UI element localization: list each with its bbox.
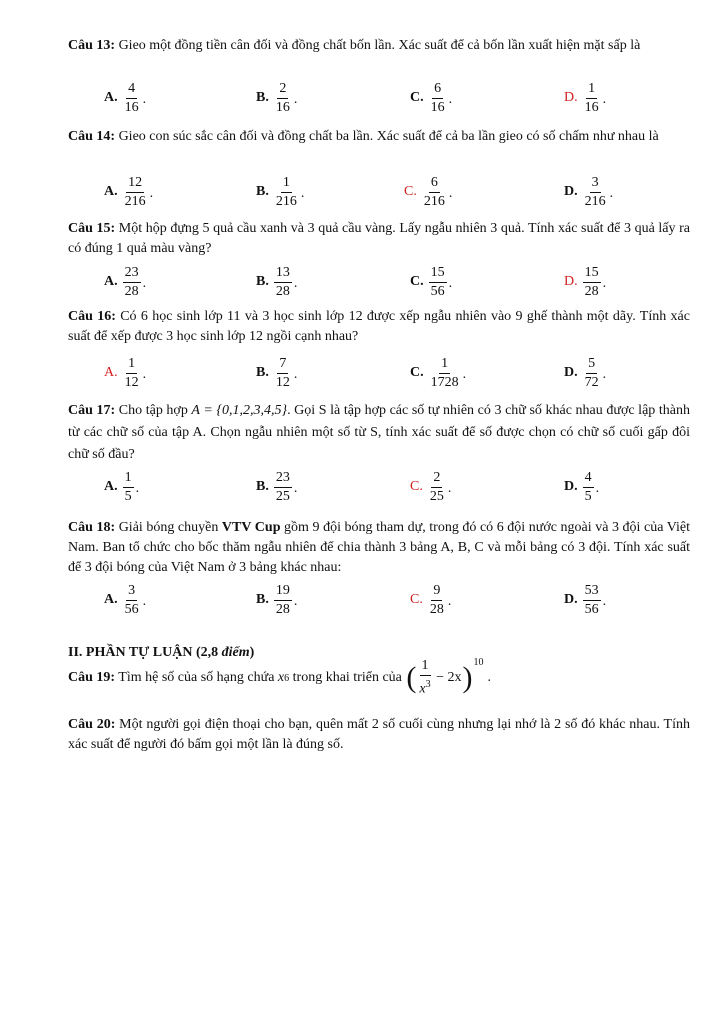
question-15 — [68, 219, 690, 259]
option-d: D. $\frac{1}{16}$ . — [564, 80, 607, 115]
question-text: Cho tập hợp — [115, 403, 192, 418]
option-a: A. $\frac{23}{28}$ . — [104, 264, 147, 299]
question-label: Câu 13: — [68, 38, 116, 53]
question-16 — [68, 307, 690, 347]
question-16-options — [104, 353, 664, 393]
question-label: Câu 19: — [68, 670, 116, 685]
set-expression: A = {0,1,2,3,4,5} — [191, 403, 288, 418]
option-a: A. $\frac{3}{56}$ . — [104, 582, 147, 617]
question-text: Tìm hệ số của số hạng chứa — [115, 670, 278, 685]
question-15-options — [104, 262, 664, 302]
question-17 — [68, 400, 690, 466]
option-b: B. $\frac{13}{28}$ . — [256, 264, 298, 299]
question-19: Câu 19: Tìm hệ số của số hạng chứa x 6 trong khai triển của ( $\frac{1}{x^3}$ − 2x ) $^{10}$ . — [68, 656, 492, 697]
option-a: A. $\frac{4}{16}$ . — [104, 80, 147, 115]
question-18 — [68, 518, 690, 578]
option-a: A. $\frac{1}{12}$ . — [104, 355, 147, 390]
question-label: Câu 20: — [68, 717, 116, 732]
option-c: C. $\frac{6}{216}$ . — [404, 174, 453, 209]
question-13-options — [104, 78, 664, 118]
question-text: Một người gọi điện thoại cho bạn, quên mất 2 số cuối cùng nhưng lại nhớ là 2 số đó khác nhau. Tính xác suất để người đó bấm gọi một lần là đúng số. — [68, 717, 690, 752]
option-d: D. $\frac{4}{5}$ . — [564, 469, 600, 504]
section-title: II. PHẦN TỰ LUẬN (2,8 điểm) — [68, 645, 255, 660]
option-b: B. $\frac{1}{216}$ . — [256, 174, 305, 209]
option-b: B. $\frac{19}{28}$ . — [256, 582, 298, 617]
question-label: Câu 14: — [68, 129, 116, 144]
question-17-options — [104, 467, 664, 507]
option-d: D. $\frac{53}{56}$ . — [564, 582, 607, 617]
question-13 — [68, 36, 690, 56]
option-d: D. $\frac{3}{216}$ . — [564, 174, 614, 209]
option-d: D. $\frac{5}{72}$ . — [564, 355, 607, 390]
tournament-name: VTV Cup — [221, 520, 281, 535]
question-text: Giải bóng chuyền — [115, 520, 222, 535]
question-text: Gieo một đồng tiền cân đối và đồng chất bốn lần. Xác suất để cả bốn lần xuất hiện mặt sấp là — [115, 38, 641, 53]
option-c: C. $\frac{15}{56}$ . — [410, 264, 453, 299]
question-14 — [68, 127, 690, 147]
option-d: D. $\frac{15}{28}$ . — [564, 264, 607, 299]
option-c: C. $\frac{6}{16}$ . — [410, 80, 453, 115]
question-text-cont: gồm 9 đội bóng tham dự, trong đó có 6 đội nước ngoài và 3 đội của Việt Nam. Ban tổ chức cho bốc thăm ngẫu nhiên để chia thành 3 bảng A, B, C và mỗi bảng có 3 đội. Tính xác suất để 3 đội bóng của Việt Nam ở 3 bảng khác nhau: — [68, 520, 690, 575]
option-a: A. $\frac{1}{5}$ . — [104, 469, 140, 504]
option-a: A. $\frac{12}{216}$ . — [104, 174, 154, 209]
question-text-cont: . Gọi S là tập hợp các số tự nhiên có 3 chữ số khác nhau được lập thành từ các chữ số của tập A. Chọn ngẫu nhiên một số từ S, tính xác suất để số được chọn có chữ số cuối gấp đôi chữ số đầu? — [68, 403, 690, 462]
question-label: Câu 16: — [68, 309, 116, 324]
question-label: Câu 17: — [68, 403, 116, 418]
option-b: B. $\frac{2}{16}$ . — [256, 80, 298, 115]
question-18-options — [104, 580, 664, 620]
question-text: Gieo con súc sắc cân đối và đồng chất ba lần. Xác suất để cả ba lần gieo có số chấm như nhau là — [115, 129, 659, 144]
question-text: Có 6 học sinh lớp 11 và 3 học sinh lớp 12 được xếp ngẫu nhiên vào 9 ghế thành một dãy. Tính xác suất để xếp được 3 học sinh lớp 12 ngồi cạnh nhau? — [68, 309, 690, 344]
option-c: C. $\frac{2}{25}$ . — [410, 469, 452, 504]
question-14-options — [104, 172, 664, 212]
option-c: C. $\frac{9}{28}$ . — [410, 582, 452, 617]
question-label: Câu 18: — [68, 520, 116, 535]
question-20 — [68, 715, 690, 755]
option-c: C. $\frac{1}{1728}$ . — [410, 355, 467, 390]
option-b: B. $\frac{23}{25}$ . — [256, 469, 298, 504]
option-b: B. $\frac{7}{12}$ . — [256, 355, 298, 390]
question-label: Câu 15: — [68, 221, 116, 236]
question-text: Một hộp đựng 5 quả cầu xanh và 3 quả cầu vàng. Lấy ngẫu nhiên 3 quả. Tính xác suất để 3 quả lấy ra có đúng 1 quả màu vàng? — [68, 221, 690, 256]
